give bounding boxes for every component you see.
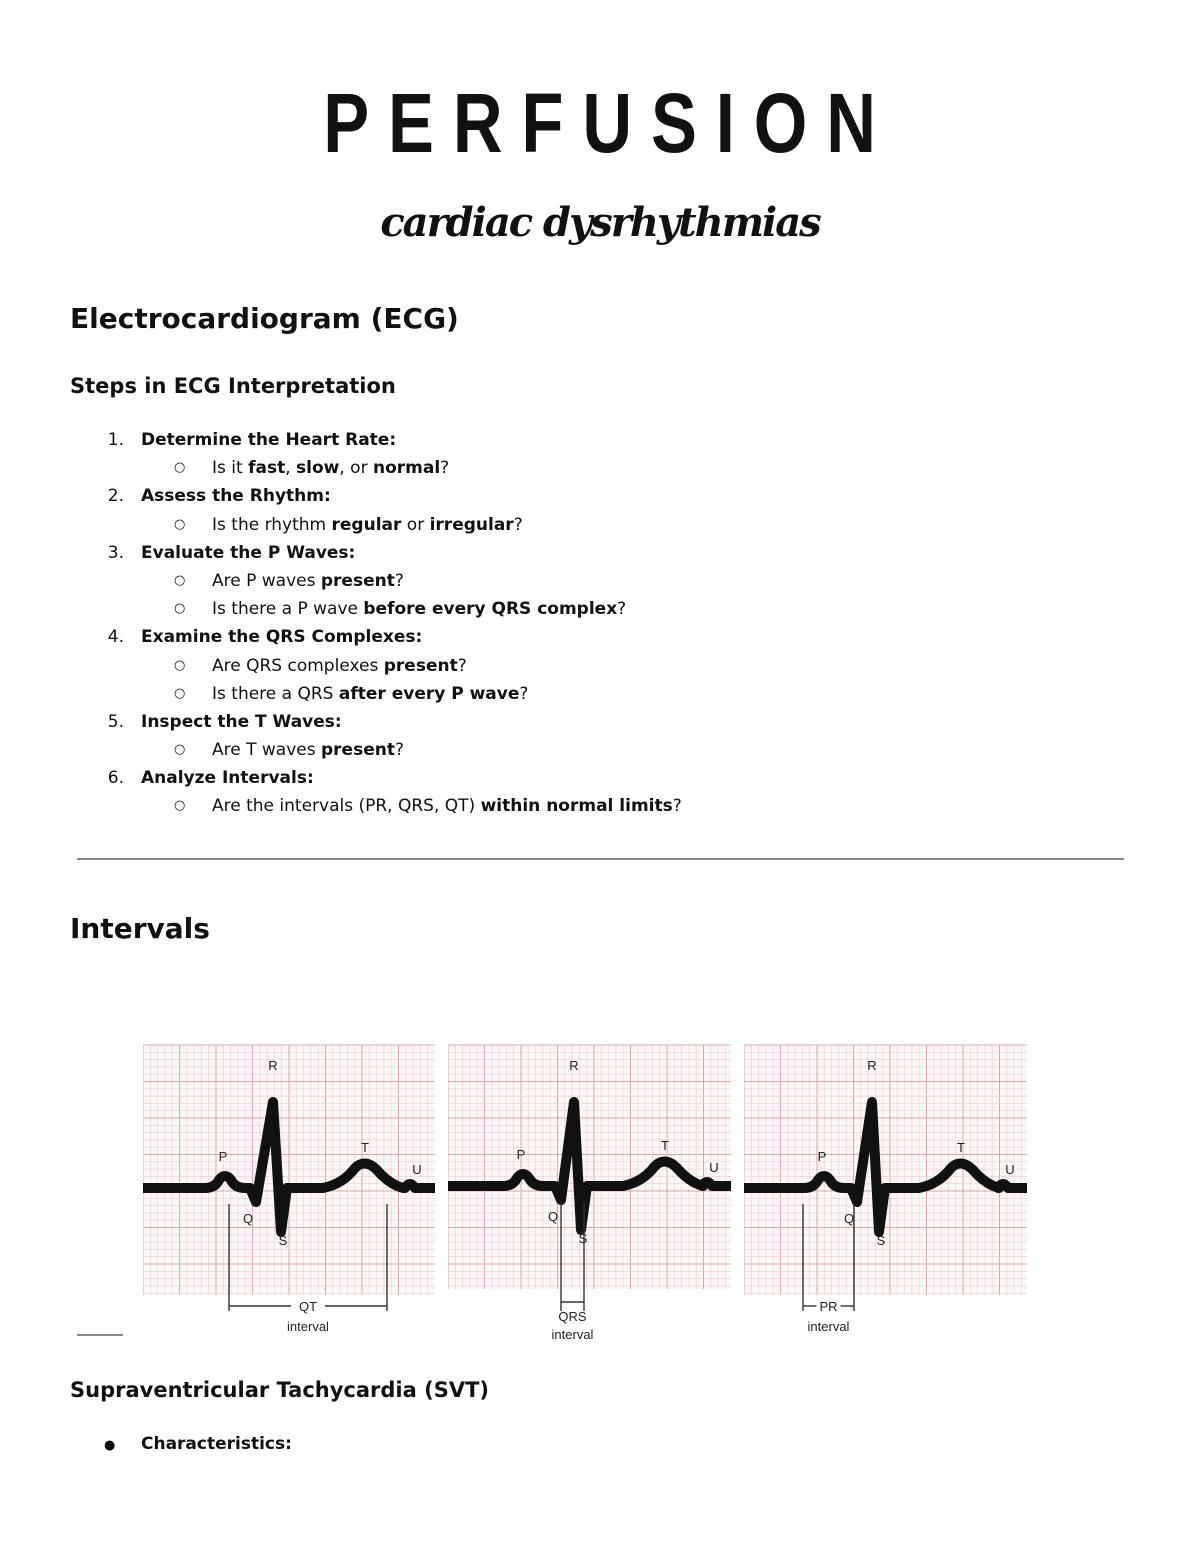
svt-characteristics-label: Characteristics: <box>141 1434 292 1454</box>
q-wave-label: Q <box>242 1211 254 1226</box>
bullet-text <box>212 736 404 764</box>
text-run: Are QRS complexes <box>212 655 384 676</box>
step-bullet <box>70 567 1070 595</box>
step-item <box>70 482 1070 510</box>
t-wave-label: T <box>957 1140 965 1155</box>
p-wave-label: P <box>218 1149 228 1164</box>
step-title: Determine the Heart Rate: <box>141 430 397 450</box>
text-run: ? <box>394 740 404 761</box>
bullet-circle: ○ <box>174 516 186 532</box>
ecg-panel-qt <box>143 1040 435 1350</box>
bold-text: present <box>320 570 395 591</box>
step-number: 4. <box>107 627 124 648</box>
interval-sublabel: interval <box>807 1319 850 1334</box>
bullet-circle: ○ <box>174 572 186 588</box>
step-item <box>70 426 1070 454</box>
q-wave-label: Q <box>547 1209 559 1224</box>
step-number: 1. <box>107 430 124 450</box>
text-run: Are T waves <box>212 740 321 761</box>
bold-text: within normal limits <box>480 796 673 817</box>
text-run: Is there a QRS <box>212 683 339 704</box>
bullet-circle: ○ <box>174 685 186 701</box>
bullet-text <box>212 454 449 482</box>
text-run: Is there a P wave <box>212 599 364 620</box>
bullet-text <box>212 511 523 539</box>
text-run: ? <box>457 655 467 676</box>
text-run: ? <box>394 570 404 591</box>
step-title: Examine the QRS Complexes: <box>141 627 423 648</box>
ecg-grid <box>744 1045 1027 1295</box>
text-run: , <box>285 458 297 479</box>
ecg-intervals-figure <box>0 1040 1200 1350</box>
r-wave-label: R <box>268 1058 278 1073</box>
step-number: 5. <box>107 711 124 732</box>
bold-text: irregular <box>429 514 514 535</box>
step-title: Inspect the T Waves: <box>141 711 342 732</box>
bullet-text <box>212 652 467 680</box>
bold-text: fast <box>248 458 286 479</box>
u-wave-label: U <box>709 1160 719 1175</box>
r-wave-label: R <box>867 1058 877 1073</box>
step-item <box>70 708 1070 736</box>
step-number: 2. <box>107 486 124 507</box>
step-bullet <box>70 680 1070 708</box>
p-wave-label: P <box>817 1149 827 1164</box>
interval-label: QRS <box>558 1309 587 1324</box>
bold-text: present <box>383 655 458 676</box>
text-run: ? <box>440 458 450 479</box>
ecg-panel-qrs <box>448 1040 731 1350</box>
step-bullet <box>70 736 1070 764</box>
bold-text: before every QRS complex <box>363 599 618 620</box>
bold-text: normal <box>372 458 441 479</box>
r-wave-label: R <box>569 1058 579 1073</box>
text-run: Is the rhythm <box>212 514 332 535</box>
bullet-text <box>212 595 626 623</box>
document-subtitle: cardiac dysrhythmias <box>380 199 820 246</box>
ecg-grid <box>143 1045 435 1295</box>
bullet-circle: ○ <box>174 601 186 617</box>
interval-sublabel: interval <box>551 1327 594 1342</box>
bullet-circle: ○ <box>174 460 186 476</box>
bullet-text <box>212 792 682 820</box>
step-title: Evaluate the P Waves: <box>141 542 356 563</box>
ecg-panel-pr <box>744 1040 1027 1350</box>
bullet-circle: ○ <box>174 742 186 758</box>
step-bullet <box>70 652 1070 680</box>
step-item <box>70 764 1070 792</box>
interval-sublabel: interval <box>287 1319 329 1334</box>
bold-text: regular <box>331 514 402 535</box>
bold-text: present <box>321 740 395 761</box>
step-title: Assess the Rhythm: <box>141 486 331 507</box>
text-run: Are the intervals (PR, QRS, QT) <box>212 796 481 817</box>
ecg-steps-list <box>70 426 1070 821</box>
svt-heading: Supraventricular Tachycardia (SVT) <box>70 1378 490 1402</box>
bullet-text <box>212 567 404 595</box>
bullet-dot: ● <box>104 1438 116 1453</box>
short-divider <box>77 1334 123 1336</box>
u-wave-label: U <box>412 1162 422 1177</box>
text-run: or <box>401 514 430 535</box>
text-run: ? <box>519 683 529 704</box>
step-bullet <box>70 511 1070 539</box>
steps-heading: Steps in ECG Interpretation <box>70 374 396 398</box>
interval-label: PR <box>819 1299 838 1314</box>
ecg-section-heading: Electrocardiogram (ECG) <box>70 302 459 335</box>
t-wave-label: T <box>661 1138 669 1153</box>
interval-label: QT <box>298 1299 318 1314</box>
t-wave-label: T <box>361 1140 369 1155</box>
step-number: 6. <box>107 768 124 789</box>
q-wave-label: Q <box>843 1211 855 1226</box>
bullet-text <box>212 680 528 708</box>
step-bullet <box>70 595 1070 623</box>
document-title: PERFUSION <box>323 76 895 170</box>
s-wave-label: S <box>578 1231 588 1246</box>
s-wave-label: S <box>876 1233 886 1248</box>
text-run: ? <box>617 599 627 620</box>
ecg-grid <box>448 1045 731 1289</box>
text-run: Are P waves <box>212 570 321 591</box>
step-item <box>70 623 1070 651</box>
u-wave-label: U <box>1005 1162 1015 1177</box>
text-run: Is it <box>212 458 249 479</box>
step-number: 3. <box>107 542 124 563</box>
bullet-circle: ○ <box>174 798 186 814</box>
bullet-circle: ○ <box>174 657 186 673</box>
bold-text: slow <box>296 458 340 479</box>
bold-text: after every P wave <box>338 683 520 704</box>
section-divider <box>77 858 1124 860</box>
s-wave-label: S <box>278 1233 288 1248</box>
step-bullet <box>70 454 1070 482</box>
text-run: ? <box>672 796 682 817</box>
p-wave-label: P <box>516 1147 526 1162</box>
step-bullet <box>70 792 1070 820</box>
intervals-section-heading: Intervals <box>70 912 210 945</box>
text-run: , or <box>339 458 373 479</box>
step-item <box>70 539 1070 567</box>
step-title: Analyze Intervals: <box>141 768 314 789</box>
text-run: ? <box>513 514 523 535</box>
